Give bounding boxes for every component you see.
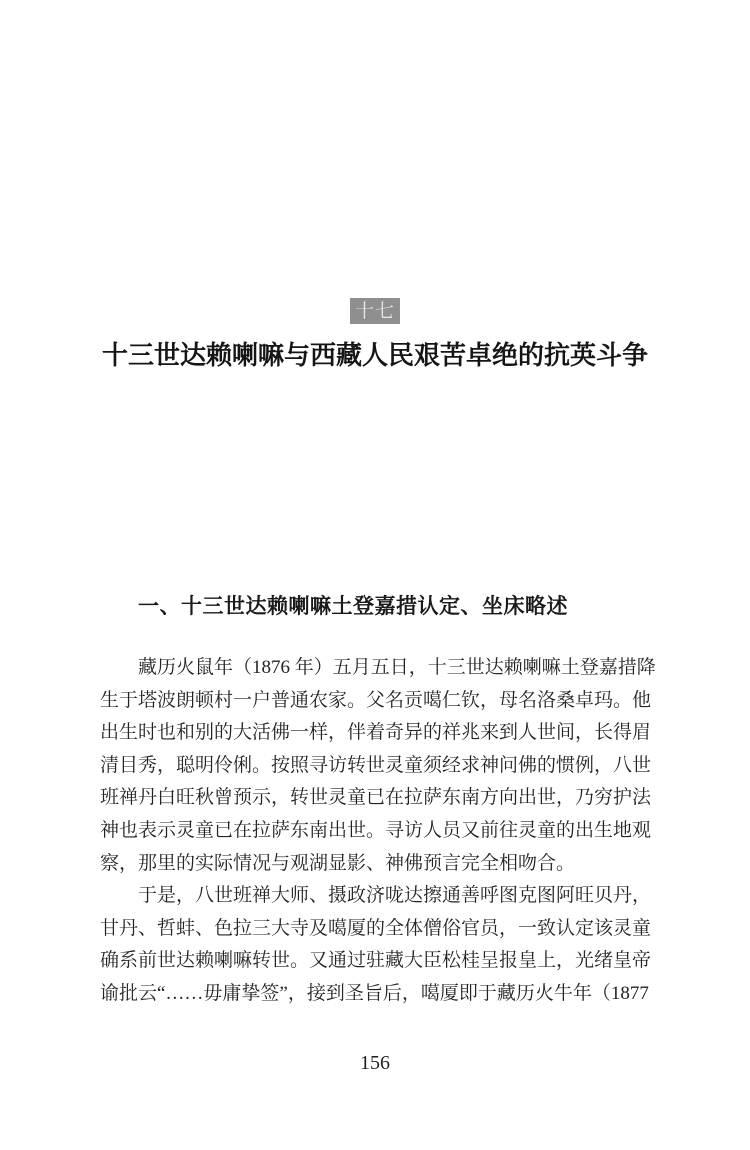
body-line: 确系前世达赖喇嘛转世。又通过驻藏大臣松桂呈报皇上，光绪皇帝 [100, 950, 652, 972]
chapter-title: 十三世达赖喇嘛与西藏人民艰苦卓绝的抗英斗争 [101, 341, 648, 370]
section-heading: 一、十三世达赖喇嘛土登嘉措认定、坐床略述 [138, 595, 568, 618]
body-text [100, 652, 656, 1011]
paragraph [100, 880, 650, 1010]
page-number: 156 [360, 1052, 390, 1074]
chapter-number-badge: 十七 [350, 298, 400, 324]
body-line: 谕批云“……毋庸挚签”，接到圣旨后，噶厦即于藏历火牛年（1877 [100, 982, 649, 1004]
body-line: 藏历火鼠年（1876 年）五月五日，十三世达赖喇嘛土登嘉措降 [138, 657, 656, 678]
body-line: 班禅丹白旺秋曾预示，转世灵童已在拉萨东南方向出世，乃穷护法 [100, 787, 652, 809]
body-line: 神也表示灵童已在拉萨东南出世。寻访人员又前往灵童的出生地观 [100, 819, 652, 841]
body-line: 出生时也和别的大活佛一样，伴着奇异的祥兆来到人世间，长得眉 [100, 722, 652, 744]
body-line: 于是，八世班禅大师、摄政济咙达擦通善呼图克图阿旺贝丹， [138, 885, 652, 907]
paragraph [100, 652, 656, 880]
body-line: 清目秀，聪明伶俐。按照寻访转世灵童须经求神问佛的惯例，八世 [100, 754, 652, 776]
body-line: 甘丹、哲蚌、色拉三大寺及噶厦的全体僧俗官员，一致认定该灵童 [100, 917, 652, 939]
body-line: 生于塔波朗顿村一户普通农家。父名贡噶仁钦，母名洛桑卓玛。他 [100, 689, 652, 711]
body-line: 察，那里的实际情况与观湖显影、神佛预言完全相吻合。 [100, 852, 576, 874]
